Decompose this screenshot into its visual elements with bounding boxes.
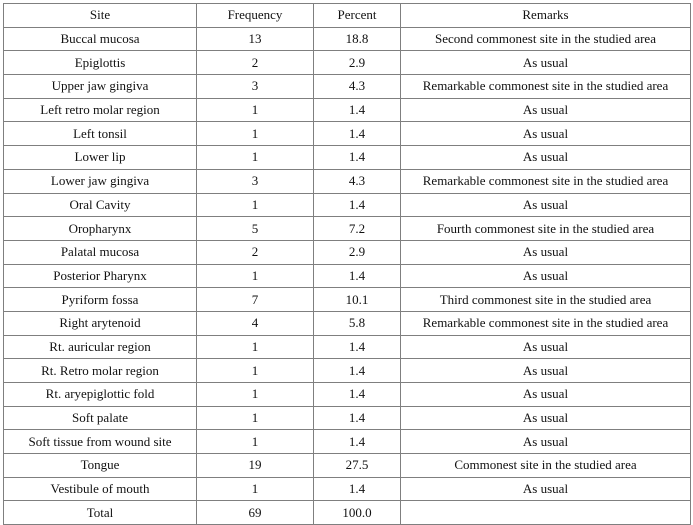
cell-frequency: 1 (197, 430, 314, 454)
cell-percent: 2.9 (314, 240, 401, 264)
header-frequency: Frequency (197, 4, 314, 28)
cell-site: Left retro molar region (4, 98, 197, 122)
table-row (4, 217, 691, 241)
cell-remarks: As usual (401, 98, 691, 122)
cell-frequency: 13 (197, 27, 314, 51)
cell-percent: 4.3 (314, 169, 401, 193)
table-body (4, 27, 691, 524)
cell-percent: 27.5 (314, 454, 401, 478)
table-row (4, 169, 691, 193)
cell-frequency: 1 (197, 193, 314, 217)
cell-site: Palatal mucosa (4, 240, 197, 264)
table-row (4, 454, 691, 478)
table-row (4, 193, 691, 217)
cell-site: Rt. Retro molar region (4, 359, 197, 383)
table-row (4, 406, 691, 430)
cell-site: Oral Cavity (4, 193, 197, 217)
cell-remarks: As usual (401, 193, 691, 217)
cell-remarks: Remarkable commonest site in the studied area (401, 311, 691, 335)
table-row (4, 383, 691, 407)
cell-site: Buccal mucosa (4, 27, 197, 51)
cell-site: Rt. auricular region (4, 335, 197, 359)
cell-frequency: 1 (197, 359, 314, 383)
cell-frequency: 1 (197, 264, 314, 288)
cell-remarks: As usual (401, 406, 691, 430)
cell-site: Tongue (4, 454, 197, 478)
cell-frequency: 1 (197, 406, 314, 430)
cell-site: Left tonsil (4, 122, 197, 146)
cell-percent: 1.4 (314, 335, 401, 359)
table-row (4, 430, 691, 454)
cell-percent: 1.4 (314, 406, 401, 430)
table-row (4, 51, 691, 75)
table-row (4, 240, 691, 264)
cell-remarks: As usual (401, 359, 691, 383)
cell-frequency: 1 (197, 122, 314, 146)
cell-percent: 7.2 (314, 217, 401, 241)
cell-frequency: 1 (197, 383, 314, 407)
cell-site: Soft tissue from wound site (4, 430, 197, 454)
cell-frequency: 2 (197, 51, 314, 75)
table-row (4, 335, 691, 359)
header-remarks: Remarks (401, 4, 691, 28)
cell-percent: 1.4 (314, 430, 401, 454)
cell-site: Upper jaw gingiva (4, 75, 197, 99)
cell-remarks: As usual (401, 430, 691, 454)
cell-percent: 1.4 (314, 193, 401, 217)
cell-frequency: 5 (197, 217, 314, 241)
cell-remarks: Remarkable commonest site in the studied area (401, 75, 691, 99)
cell-site: Rt. aryepiglottic fold (4, 383, 197, 407)
cell-percent: 1.4 (314, 264, 401, 288)
cell-percent: 10.1 (314, 288, 401, 312)
cell-remarks: As usual (401, 264, 691, 288)
header-site: Site (4, 4, 197, 28)
cell-site: Oropharynx (4, 217, 197, 241)
cell-frequency: 1 (197, 146, 314, 170)
cell-site: Pyriform fossa (4, 288, 197, 312)
cell-percent: 1.4 (314, 383, 401, 407)
cell-percent: 1.4 (314, 477, 401, 501)
cell-percent: 18.8 (314, 27, 401, 51)
cell-frequency: 1 (197, 98, 314, 122)
cell-remarks: Second commonest site in the studied area (401, 27, 691, 51)
cell-remarks: As usual (401, 383, 691, 407)
cell-remarks: As usual (401, 122, 691, 146)
cell-percent: 1.4 (314, 359, 401, 383)
table-row (4, 264, 691, 288)
cell-remarks: As usual (401, 477, 691, 501)
table-row (4, 122, 691, 146)
table-row (4, 288, 691, 312)
table-header-row (4, 4, 691, 28)
cell-percent: 4.3 (314, 75, 401, 99)
cell-percent: 1.4 (314, 98, 401, 122)
table-row (4, 359, 691, 383)
cell-frequency: 7 (197, 288, 314, 312)
cell-percent: 1.4 (314, 122, 401, 146)
table-row (4, 146, 691, 170)
cell-site: Epiglottis (4, 51, 197, 75)
table-row (4, 75, 691, 99)
cell-frequency: 4 (197, 311, 314, 335)
cell-remarks: Remarkable commonest site in the studied area (401, 169, 691, 193)
cell-site: Soft palate (4, 406, 197, 430)
cell-site: Lower lip (4, 146, 197, 170)
site-frequency-table (3, 3, 691, 525)
cell-frequency: 69 (197, 501, 314, 525)
cell-site: Lower jaw gingiva (4, 169, 197, 193)
cell-site: Total (4, 501, 197, 525)
cell-remarks (401, 501, 691, 525)
cell-site: Right arytenoid (4, 311, 197, 335)
table-row (4, 311, 691, 335)
table-row (4, 98, 691, 122)
cell-site: Posterior Pharynx (4, 264, 197, 288)
cell-frequency: 1 (197, 335, 314, 359)
cell-remarks: As usual (401, 240, 691, 264)
cell-remarks: Fourth commonest site in the studied area (401, 217, 691, 241)
cell-frequency: 2 (197, 240, 314, 264)
cell-frequency: 3 (197, 169, 314, 193)
cell-percent: 1.4 (314, 146, 401, 170)
cell-remarks: Commonest site in the studied area (401, 454, 691, 478)
cell-remarks: Third commonest site in the studied area (401, 288, 691, 312)
cell-remarks: As usual (401, 146, 691, 170)
cell-percent: 2.9 (314, 51, 401, 75)
table-row (4, 477, 691, 501)
cell-remarks: As usual (401, 51, 691, 75)
cell-remarks: As usual (401, 335, 691, 359)
header-percent: Percent (314, 4, 401, 28)
table-row (4, 27, 691, 51)
cell-frequency: 3 (197, 75, 314, 99)
cell-percent: 100.0 (314, 501, 401, 525)
cell-frequency: 19 (197, 454, 314, 478)
cell-percent: 5.8 (314, 311, 401, 335)
table-total-row (4, 501, 691, 525)
cell-frequency: 1 (197, 477, 314, 501)
cell-site: Vestibule of mouth (4, 477, 197, 501)
